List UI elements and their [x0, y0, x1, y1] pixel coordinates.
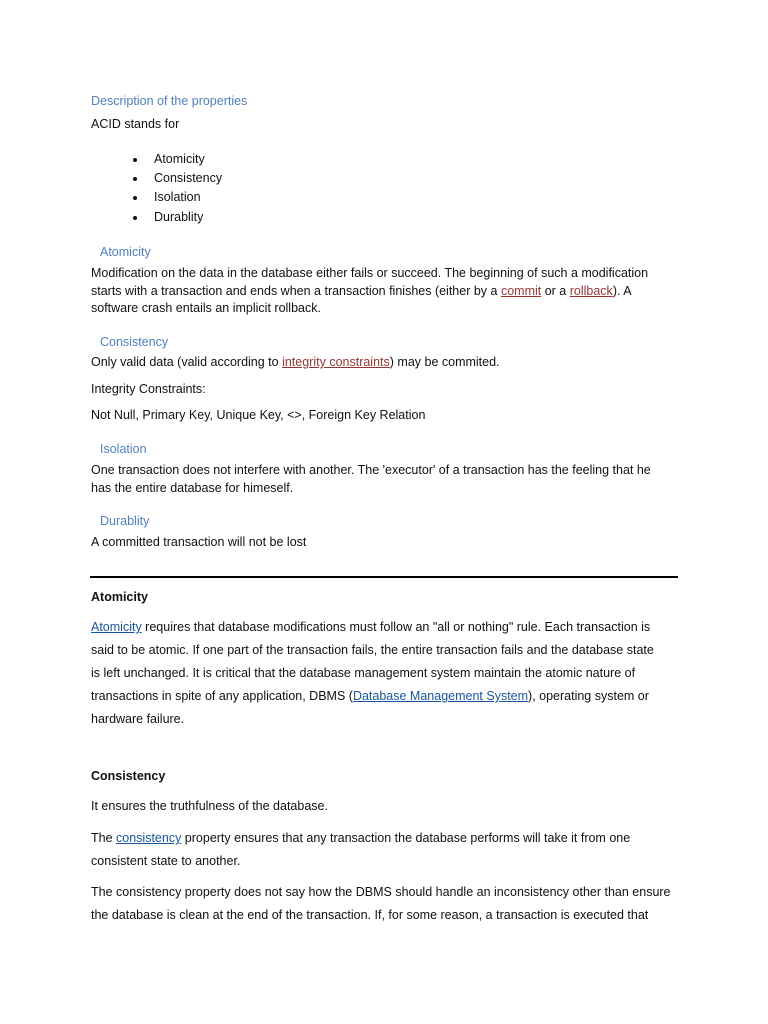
bullet-text: Atomicity — [154, 152, 205, 166]
atomicity-heading: Atomicity — [100, 245, 151, 259]
bullet-text: Durablity — [154, 210, 204, 224]
text-run: The — [91, 831, 117, 845]
paragraph-line — [91, 353, 500, 371]
paragraph-line: consistent state to another. — [91, 854, 241, 868]
text-run: starts with a transaction and ends when a transaction finishes (either by a — [91, 284, 501, 298]
text-run: Only valid data (valid according to — [91, 355, 283, 369]
text-run: ) may be commited. — [389, 355, 500, 369]
text-run: requires that database modifications must follow an "all or nothing" rule. Each transaction is — [141, 620, 651, 634]
paragraph-line: said to be atomic. If one part of the transaction fails, the entire transaction fails and the database state — [91, 643, 654, 657]
paragraph-line — [91, 616, 650, 639]
bullet-text: Isolation — [154, 190, 201, 204]
bullet-text: Consistency — [154, 171, 223, 185]
atomicity-link[interactable]: Atomicity — [91, 620, 142, 634]
rollback-link[interactable]: rollback — [569, 284, 613, 298]
paragraph-line — [91, 282, 632, 300]
bullet-icon — [133, 177, 137, 181]
durablity-heading: Durablity — [100, 514, 150, 528]
paragraph-line: A committed transaction will not be lost — [91, 535, 307, 549]
paragraph-line — [91, 685, 649, 708]
intro-text: ACID stands for — [91, 117, 180, 131]
dbms-link[interactable]: Database Management System — [352, 689, 529, 703]
consistency-link[interactable]: consistency — [116, 831, 182, 845]
paragraph-line — [91, 827, 630, 850]
integrity-constraints-link[interactable]: integrity constraints — [282, 355, 390, 369]
paragraph-line: software crash entails an implicit rollback. — [91, 301, 321, 315]
integrity-label: Integrity Constraints: — [91, 382, 206, 396]
paragraph-line: is left unchanged. It is critical that the database management system maintain the atomic nature of — [91, 666, 636, 680]
paragraph-line: has the entire database for himeself. — [91, 481, 294, 495]
horizontal-divider — [90, 576, 678, 578]
text-run: property ensures that any transaction the database performs will take it from one — [181, 831, 631, 845]
bullet-icon — [133, 158, 137, 162]
text-run: or a — [541, 284, 570, 298]
paragraph-line: hardware failure. — [91, 712, 185, 726]
bullet-icon — [133, 216, 137, 220]
commit-link[interactable]: commit — [500, 284, 542, 298]
atomicity-subheading: Atomicity — [91, 590, 148, 604]
isolation-heading: Isolation — [100, 442, 147, 456]
paragraph-line: The consistency property does not say how the DBMS should handle an inconsistency other than ensure — [91, 885, 671, 899]
section-heading: Description of the properties — [91, 94, 248, 108]
text-run: transactions in spite of any application, DBMS ( — [91, 689, 353, 703]
consistency-heading: Consistency — [100, 335, 169, 349]
paragraph-line: the database is clean at the end of the transaction. If, for some reason, a transaction is executed that — [91, 908, 649, 922]
text-run: ). A — [612, 284, 632, 298]
bullet-icon — [133, 196, 137, 200]
consistency-subheading: Consistency — [91, 769, 166, 783]
paragraph-line: One transaction does not interfere with another. The 'executor' of a transaction has the feeling that he — [91, 463, 651, 477]
paragraph-line: Modification on the data in the database either fails or succeed. The beginning of such a modification — [91, 266, 649, 280]
text-run: ), operating system or — [528, 689, 649, 703]
integrity-list: Not Null, Primary Key, Unique Key, <>, Foreign Key Relation — [91, 408, 426, 422]
paragraph-line: It ensures the truthfulness of the database. — [91, 799, 328, 813]
